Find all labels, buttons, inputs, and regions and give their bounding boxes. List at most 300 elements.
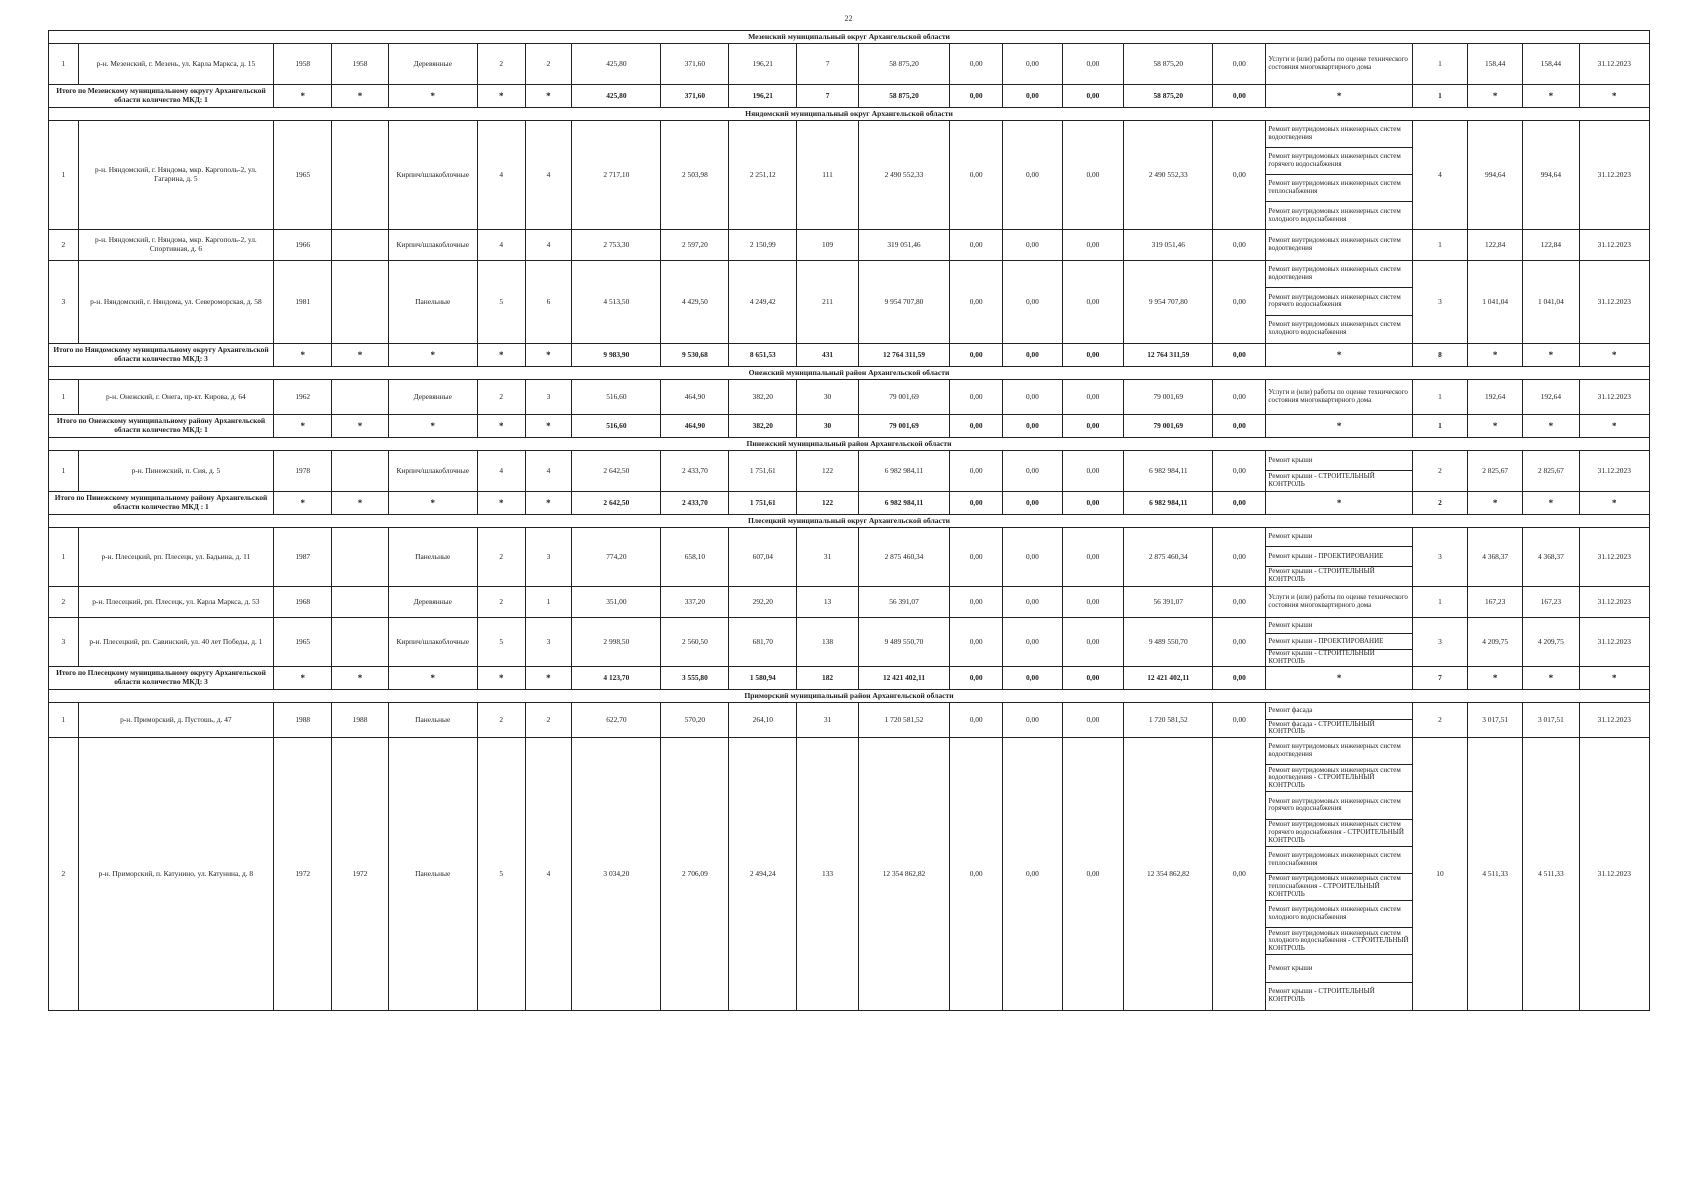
total-area-owned: 8 651,53	[729, 343, 797, 366]
address-cell: р-н. Няндомский, г. Няндома, ул. Североморская, д. 58	[78, 261, 273, 344]
entrances-cell: 2	[525, 702, 572, 737]
area-res-cell: 464,90	[661, 379, 729, 414]
section-header-row	[49, 514, 1650, 527]
unit-cost-limit-cell: 4 209,75	[1523, 617, 1579, 666]
section-header-row	[49, 689, 1650, 702]
total-area-res: 371,60	[661, 85, 729, 108]
other-cell: 0,00	[1213, 702, 1266, 737]
works-count-cell: 1	[1412, 586, 1467, 617]
row-number: 2	[49, 230, 79, 261]
total-budget-reg: 0,00	[1003, 414, 1062, 437]
work-item: Ремонт внутридомовых инженерных систем горячего водоснабжения	[1266, 792, 1411, 819]
other-cell: 0,00	[1213, 261, 1266, 344]
commissioned-cell	[332, 586, 388, 617]
table-row	[49, 702, 1650, 737]
material-cell: Панельные	[388, 527, 477, 586]
page-number: 22	[844, 14, 853, 23]
fund-cell: 0,00	[950, 737, 1003, 1010]
total-owners: 6 982 984,11	[1124, 491, 1213, 514]
area-res-cell: 371,60	[661, 44, 729, 85]
owners-cell: 319 051,46	[1124, 230, 1213, 261]
owners-cell: 58 875,20	[1124, 44, 1213, 85]
area-total-cell: 3 034,20	[572, 737, 661, 1010]
star-cell: *	[332, 414, 388, 437]
deadline-cell: 31.12.2023	[1579, 617, 1649, 666]
unit-cost-cell: 3 017,51	[1468, 702, 1523, 737]
material-cell: Панельные	[388, 702, 477, 737]
commissioned-cell	[332, 230, 388, 261]
floors-cell: 4	[477, 450, 525, 491]
cost-total-cell: 58 875,20	[858, 44, 949, 85]
works-cell	[1266, 230, 1412, 261]
other-cell: 0,00	[1213, 450, 1266, 491]
star-cell: *	[332, 491, 388, 514]
area-owned-cell: 1 751,61	[729, 450, 797, 491]
area-owned-cell: 4 249,42	[729, 261, 797, 344]
residents-cell: 13	[797, 586, 859, 617]
section-title: Плесецкий муниципальный округ Архангельской области	[49, 514, 1650, 527]
unit-cost-cell: 994,64	[1468, 121, 1523, 230]
star-cell: *	[1523, 414, 1579, 437]
area-owned-cell: 382,20	[729, 379, 797, 414]
works-cell	[1266, 261, 1412, 344]
section-title: Няндомский муниципальный округ Архангельской области	[49, 108, 1650, 121]
address-cell: р-н. Плесецкий, рп. Савинский, ул. 40 лет Победы, д. 1	[78, 617, 273, 666]
commissioned-cell: 1988	[332, 702, 388, 737]
budget-reg-cell: 0,00	[1003, 44, 1062, 85]
section-title: Приморский муниципальный район Архангельской области	[49, 689, 1650, 702]
area-owned-cell: 2 494,24	[729, 737, 797, 1010]
works-cell	[1266, 617, 1412, 666]
address-cell: р-н. Плесецкий, рп. Плесецк, ул. Карла Маркса, д. 53	[78, 586, 273, 617]
star-cell: *	[1266, 491, 1412, 514]
unit-cost-limit-cell: 122,84	[1523, 230, 1579, 261]
total-cost-total: 58 875,20	[858, 85, 949, 108]
total-area-total: 4 123,70	[572, 666, 661, 689]
entrances-cell: 4	[525, 230, 572, 261]
unit-cost-cell: 192,64	[1468, 379, 1523, 414]
works-count-cell: 3	[1412, 261, 1467, 344]
unit-cost-limit-cell: 2 825,67	[1523, 450, 1579, 491]
star-cell: *	[274, 666, 332, 689]
cost-total-cell: 1 720 581,52	[858, 702, 949, 737]
total-residents: 30	[797, 414, 859, 437]
floors-cell: 2	[477, 44, 525, 85]
area-owned-cell: 292,20	[729, 586, 797, 617]
budget-mun-cell: 0,00	[1062, 379, 1124, 414]
total-residents: 182	[797, 666, 859, 689]
area-owned-cell: 2 251,12	[729, 121, 797, 230]
residents-cell: 30	[797, 379, 859, 414]
built-cell: 1972	[274, 737, 332, 1010]
cost-total-cell: 12 354 862,82	[858, 737, 949, 1010]
work-item: Ремонт крыши - СТРОИТЕЛЬНЫЙ КОНТРОЛЬ	[1268, 472, 1375, 488]
work-item: Ремонт внутридомовых инженерных систем горячего водоснабжения	[1266, 288, 1411, 315]
total-area-owned: 196,21	[729, 85, 797, 108]
works-count-cell: 3	[1412, 527, 1467, 586]
commissioned-cell: 1972	[332, 737, 388, 1010]
works-cell	[1266, 450, 1412, 491]
budget-reg-cell: 0,00	[1003, 617, 1062, 666]
floors-cell: 5	[477, 261, 525, 344]
star-cell: *	[1266, 343, 1412, 366]
commissioned-cell	[332, 450, 388, 491]
other-cell: 0,00	[1213, 230, 1266, 261]
cost-total-cell: 2 875 460,34	[858, 527, 949, 586]
unit-cost-limit-cell: 167,23	[1523, 586, 1579, 617]
address-cell: р-н. Няндомский, г. Няндома, мкр. Каргополь-2, ул. Спортивная, д. 6	[78, 230, 273, 261]
total-budget-mun: 0,00	[1062, 491, 1124, 514]
fund-cell: 0,00	[950, 702, 1003, 737]
area-res-cell: 337,20	[661, 586, 729, 617]
built-cell: 1962	[274, 379, 332, 414]
table-row	[49, 379, 1650, 414]
fund-cell: 0,00	[950, 121, 1003, 230]
other-cell: 0,00	[1213, 617, 1266, 666]
work-item: Ремонт внутридомовых инженерных систем водоотведения - СТРОИТЕЛЬНЫЙ КОНТРОЛЬ	[1266, 765, 1411, 792]
address-cell: р-н. Мезенский, г. Мезень, ул. Карла Маркса, д. 15	[78, 44, 273, 85]
works-cell	[1266, 121, 1412, 230]
star-cell: *	[1266, 414, 1412, 437]
residents-cell: 133	[797, 737, 859, 1010]
section-header-row	[49, 437, 1650, 450]
total-label: Итого по Онежскому муниципальному району Архангельской области количество МКД: 1	[49, 414, 274, 437]
built-cell: 1988	[274, 702, 332, 737]
section-header-row	[49, 31, 1650, 44]
cost-total-cell: 9 954 707,80	[858, 261, 949, 344]
star-cell: *	[332, 85, 388, 108]
table-row	[49, 230, 1650, 261]
commissioned-cell	[332, 527, 388, 586]
budget-reg-cell: 0,00	[1003, 737, 1062, 1010]
work-item: Ремонт внутридомовых инженерных систем холодного водоснабжения	[1268, 320, 1401, 337]
entrances-cell: 4	[525, 121, 572, 230]
address-cell: р-н. Онежский, г. Онега, пр-кт. Кирова, д. 64	[78, 379, 273, 414]
total-budget-mun: 0,00	[1062, 414, 1124, 437]
work-item: Ремонт крыши	[1266, 955, 1411, 982]
fund-cell: 0,00	[950, 379, 1003, 414]
total-budget-mun: 0,00	[1062, 85, 1124, 108]
row-number: 1	[49, 450, 79, 491]
material-cell: Панельные	[388, 737, 477, 1010]
works-count-cell: 2	[1412, 450, 1467, 491]
fund-cell: 0,00	[950, 617, 1003, 666]
total-cost-total: 6 982 984,11	[858, 491, 949, 514]
commissioned-cell	[332, 261, 388, 344]
deadline-cell: 31.12.2023	[1579, 379, 1649, 414]
work-item: Услуги и (или) работы по оценке технического состояния многоквартирного дома	[1268, 388, 1408, 404]
star-cell: *	[332, 343, 388, 366]
built-cell: 1966	[274, 230, 332, 261]
star-cell: *	[274, 343, 332, 366]
section-title: Мезенский муниципальный округ Архангельской области	[49, 31, 1650, 44]
table-row	[49, 261, 1650, 344]
entrances-cell: 3	[525, 527, 572, 586]
area-total-cell: 2 753,30	[572, 230, 661, 261]
built-cell: 1968	[274, 586, 332, 617]
area-owned-cell: 264,10	[729, 702, 797, 737]
commissioned-cell	[332, 379, 388, 414]
star-cell: *	[1523, 666, 1579, 689]
unit-cost-cell: 4 368,37	[1468, 527, 1523, 586]
budget-reg-cell: 0,00	[1003, 450, 1062, 491]
owners-cell: 2 490 552,33	[1124, 121, 1213, 230]
star-cell: *	[525, 85, 572, 108]
total-area-total: 2 642,50	[572, 491, 661, 514]
cost-total-cell: 6 982 984,11	[858, 450, 949, 491]
work-item: Ремонт внутридомовых инженерных систем водоотведения	[1266, 121, 1411, 148]
total-cost-total: 79 001,69	[858, 414, 949, 437]
total-area-total: 516,60	[572, 414, 661, 437]
star-cell: *	[1266, 85, 1412, 108]
unit-cost-limit-cell: 192,64	[1523, 379, 1579, 414]
total-other: 0,00	[1213, 85, 1266, 108]
area-res-cell: 4 429,50	[661, 261, 729, 344]
table-row	[49, 737, 1650, 1010]
budget-mun-cell: 0,00	[1062, 737, 1124, 1010]
total-budget-reg: 0,00	[1003, 666, 1062, 689]
star-cell: *	[525, 491, 572, 514]
budget-mun-cell: 0,00	[1062, 702, 1124, 737]
total-budget-reg: 0,00	[1003, 343, 1062, 366]
address-cell: р-н. Приморский, д. Пустошь, д. 47	[78, 702, 273, 737]
deadline-cell: 31.12.2023	[1579, 261, 1649, 344]
cost-total-cell: 319 051,46	[858, 230, 949, 261]
built-cell: 1987	[274, 527, 332, 586]
total-fund: 0,00	[950, 85, 1003, 108]
entrances-cell: 1	[525, 586, 572, 617]
works-cell	[1266, 527, 1412, 586]
unit-cost-cell: 4 511,33	[1468, 737, 1523, 1010]
owners-cell: 56 391,07	[1124, 586, 1213, 617]
works-cell	[1266, 702, 1412, 737]
material-cell: Кирпич/шлакоблочные	[388, 121, 477, 230]
star-cell: *	[477, 414, 525, 437]
table-row	[49, 617, 1650, 666]
star-cell: *	[332, 666, 388, 689]
area-total-cell: 4 513,50	[572, 261, 661, 344]
star-cell: *	[1579, 666, 1649, 689]
area-total-cell: 2 717,10	[572, 121, 661, 230]
unit-cost-cell: 4 209,75	[1468, 617, 1523, 666]
built-cell: 1958	[274, 44, 332, 85]
work-item: Ремонт внутридомовых инженерных систем водоотведения	[1266, 261, 1411, 288]
works-count-cell: 4	[1412, 121, 1467, 230]
works-cell	[1266, 44, 1412, 85]
total-residents: 431	[797, 343, 859, 366]
total-owners: 12 764 311,59	[1124, 343, 1213, 366]
fund-cell: 0,00	[950, 450, 1003, 491]
area-res-cell: 570,20	[661, 702, 729, 737]
residents-cell: 31	[797, 702, 859, 737]
area-res-cell: 2 597,20	[661, 230, 729, 261]
total-fund: 0,00	[950, 414, 1003, 437]
work-item: Ремонт внутридомовых инженерных систем холодного водоснабжения - СТРОИТЕЛЬНЫЙ КОНТРОЛЬ	[1266, 928, 1411, 955]
total-budget-reg: 0,00	[1003, 85, 1062, 108]
unit-cost-limit-cell: 1 041,04	[1523, 261, 1579, 344]
material-cell: Деревянные	[388, 379, 477, 414]
entrances-cell: 6	[525, 261, 572, 344]
total-budget-reg: 0,00	[1003, 491, 1062, 514]
work-item: Ремонт внутридомовых инженерных систем холодного водоснабжения	[1268, 206, 1401, 223]
owners-cell: 79 001,69	[1124, 379, 1213, 414]
fund-cell: 0,00	[950, 230, 1003, 261]
star-cell: *	[1579, 85, 1649, 108]
unit-cost-cell: 122,84	[1468, 230, 1523, 261]
total-area-owned: 1 580,94	[729, 666, 797, 689]
document-table-wrapper	[48, 30, 1650, 1011]
star-cell: *	[1468, 491, 1523, 514]
work-item: Ремонт крыши	[1266, 618, 1411, 634]
owners-cell: 1 720 581,52	[1124, 702, 1213, 737]
area-res-cell: 2 706,09	[661, 737, 729, 1010]
area-total-cell: 622,70	[572, 702, 661, 737]
star-cell: *	[1523, 85, 1579, 108]
work-item: Ремонт внутридомовых инженерных систем теплоснабжения	[1266, 847, 1411, 874]
star-cell: *	[1468, 414, 1523, 437]
star-cell: *	[388, 491, 477, 514]
star-cell: *	[525, 343, 572, 366]
floors-cell: 4	[477, 121, 525, 230]
total-row	[49, 414, 1650, 437]
unit-cost-limit-cell: 3 017,51	[1523, 702, 1579, 737]
other-cell: 0,00	[1213, 527, 1266, 586]
total-residents: 7	[797, 85, 859, 108]
residents-cell: 31	[797, 527, 859, 586]
star-cell: *	[477, 85, 525, 108]
other-cell: 0,00	[1213, 121, 1266, 230]
entrances-cell: 2	[525, 44, 572, 85]
material-cell: Деревянные	[388, 586, 477, 617]
total-budget-mun: 0,00	[1062, 666, 1124, 689]
total-label: Итого по Плесецкому муниципальному округу Архангельской области количество МКД: 3	[49, 666, 274, 689]
work-item: Ремонт внутридомовых инженерных систем горячего водоснабжения - СТРОИТЕЛЬНЫЙ КОНТРОЛЬ	[1266, 820, 1411, 847]
area-total-cell: 2 642,50	[572, 450, 661, 491]
budget-mun-cell: 0,00	[1062, 44, 1124, 85]
section-header-row	[49, 366, 1650, 379]
star-cell: *	[1468, 343, 1523, 366]
row-number: 1	[49, 527, 79, 586]
area-owned-cell: 2 150,99	[729, 230, 797, 261]
work-item: Ремонт крыши - СТРОИТЕЛЬНЫЙ КОНТРОЛЬ	[1268, 987, 1375, 1004]
total-cost-total: 12 421 402,11	[858, 666, 949, 689]
address-cell: р-н. Приморский, п. Катунино, ул. Катунина, д. 8	[78, 737, 273, 1010]
works-count-cell: 2	[1412, 702, 1467, 737]
commissioned-cell: 1958	[332, 44, 388, 85]
total-fund: 0,00	[950, 343, 1003, 366]
star-cell: *	[1266, 666, 1412, 689]
star-cell: *	[274, 414, 332, 437]
built-cell: 1965	[274, 617, 332, 666]
works-count-cell: 1	[1412, 379, 1467, 414]
row-number: 1	[49, 702, 79, 737]
total-owners: 79 001,69	[1124, 414, 1213, 437]
deadline-cell: 31.12.2023	[1579, 586, 1649, 617]
star-cell: *	[1468, 666, 1523, 689]
total-area-total: 425,80	[572, 85, 661, 108]
owners-cell: 2 875 460,34	[1124, 527, 1213, 586]
deadline-cell: 31.12.2023	[1579, 527, 1649, 586]
star-cell: *	[1579, 343, 1649, 366]
fund-cell: 0,00	[950, 261, 1003, 344]
deadline-cell: 31.12.2023	[1579, 737, 1649, 1010]
total-area-res: 3 555,80	[661, 666, 729, 689]
work-item: Ремонт крыши - СТРОИТЕЛЬНЫЙ КОНТРОЛЬ	[1268, 567, 1375, 584]
star-cell: *	[274, 491, 332, 514]
floors-cell: 2	[477, 702, 525, 737]
unit-cost-limit-cell: 4 511,33	[1523, 737, 1579, 1010]
unit-cost-cell: 167,23	[1468, 586, 1523, 617]
works-count-cell: 1	[1412, 44, 1467, 85]
works-cell	[1266, 586, 1412, 617]
budget-reg-cell: 0,00	[1003, 230, 1062, 261]
total-owners: 12 421 402,11	[1124, 666, 1213, 689]
commissioned-cell	[332, 617, 388, 666]
material-cell: Кирпич/шлакоблочные	[388, 617, 477, 666]
work-item: Ремонт крыши - ПРОЕКТИРОВАНИЕ	[1266, 547, 1411, 566]
section-title: Онежский муниципальный район Архангельской области	[49, 366, 1650, 379]
table-row	[49, 586, 1650, 617]
total-label: Итого по Пинежскому муниципальному району Архангельской области количество МКД : 1	[49, 491, 274, 514]
cost-total-cell: 2 490 552,33	[858, 121, 949, 230]
star-cell: *	[388, 666, 477, 689]
cost-total-cell: 79 001,69	[858, 379, 949, 414]
total-area-res: 9 530,68	[661, 343, 729, 366]
star-cell: *	[388, 414, 477, 437]
owners-cell: 9 954 707,80	[1124, 261, 1213, 344]
table-row	[49, 121, 1650, 230]
other-cell: 0,00	[1213, 586, 1266, 617]
area-owned-cell: 607,04	[729, 527, 797, 586]
total-residents: 122	[797, 491, 859, 514]
row-number: 3	[49, 617, 79, 666]
row-number: 2	[49, 737, 79, 1010]
residents-cell: 111	[797, 121, 859, 230]
works-cell	[1266, 379, 1412, 414]
work-item: Ремонт крыши	[1266, 451, 1411, 471]
star-cell: *	[1468, 85, 1523, 108]
unit-cost-cell: 158,44	[1468, 44, 1523, 85]
star-cell: *	[477, 343, 525, 366]
other-cell: 0,00	[1213, 379, 1266, 414]
address-cell: р-н. Няндомский, г. Няндома, мкр. Каргополь-2, ул. Гагарина, д. 5	[78, 121, 273, 230]
row-number: 1	[49, 121, 79, 230]
address-cell: р-н. Плесецкий, рп. Плесецк, ул. Бадьина, д. 11	[78, 527, 273, 586]
row-number: 1	[49, 44, 79, 85]
owners-cell: 9 489 550,70	[1124, 617, 1213, 666]
total-works-count: 8	[1412, 343, 1467, 366]
total-area-res: 464,90	[661, 414, 729, 437]
star-cell: *	[1523, 491, 1579, 514]
other-cell: 0,00	[1213, 737, 1266, 1010]
material-cell: Кирпич/шлакоблочные	[388, 450, 477, 491]
work-item: Ремонт внутридомовых инженерных систем теплоснабжения - СТРОИТЕЛЬНЫЙ КОНТРОЛЬ	[1266, 874, 1411, 901]
fund-cell: 0,00	[950, 527, 1003, 586]
total-fund: 0,00	[950, 666, 1003, 689]
works-cell	[1266, 737, 1412, 1010]
residents-cell: 211	[797, 261, 859, 344]
budget-mun-cell: 0,00	[1062, 230, 1124, 261]
entrances-cell: 3	[525, 379, 572, 414]
fund-cell: 0,00	[950, 586, 1003, 617]
table-row	[49, 450, 1650, 491]
budget-reg-cell: 0,00	[1003, 379, 1062, 414]
budget-mun-cell: 0,00	[1062, 586, 1124, 617]
floors-cell: 4	[477, 230, 525, 261]
area-total-cell: 516,60	[572, 379, 661, 414]
residents-cell: 7	[797, 44, 859, 85]
built-cell: 1978	[274, 450, 332, 491]
